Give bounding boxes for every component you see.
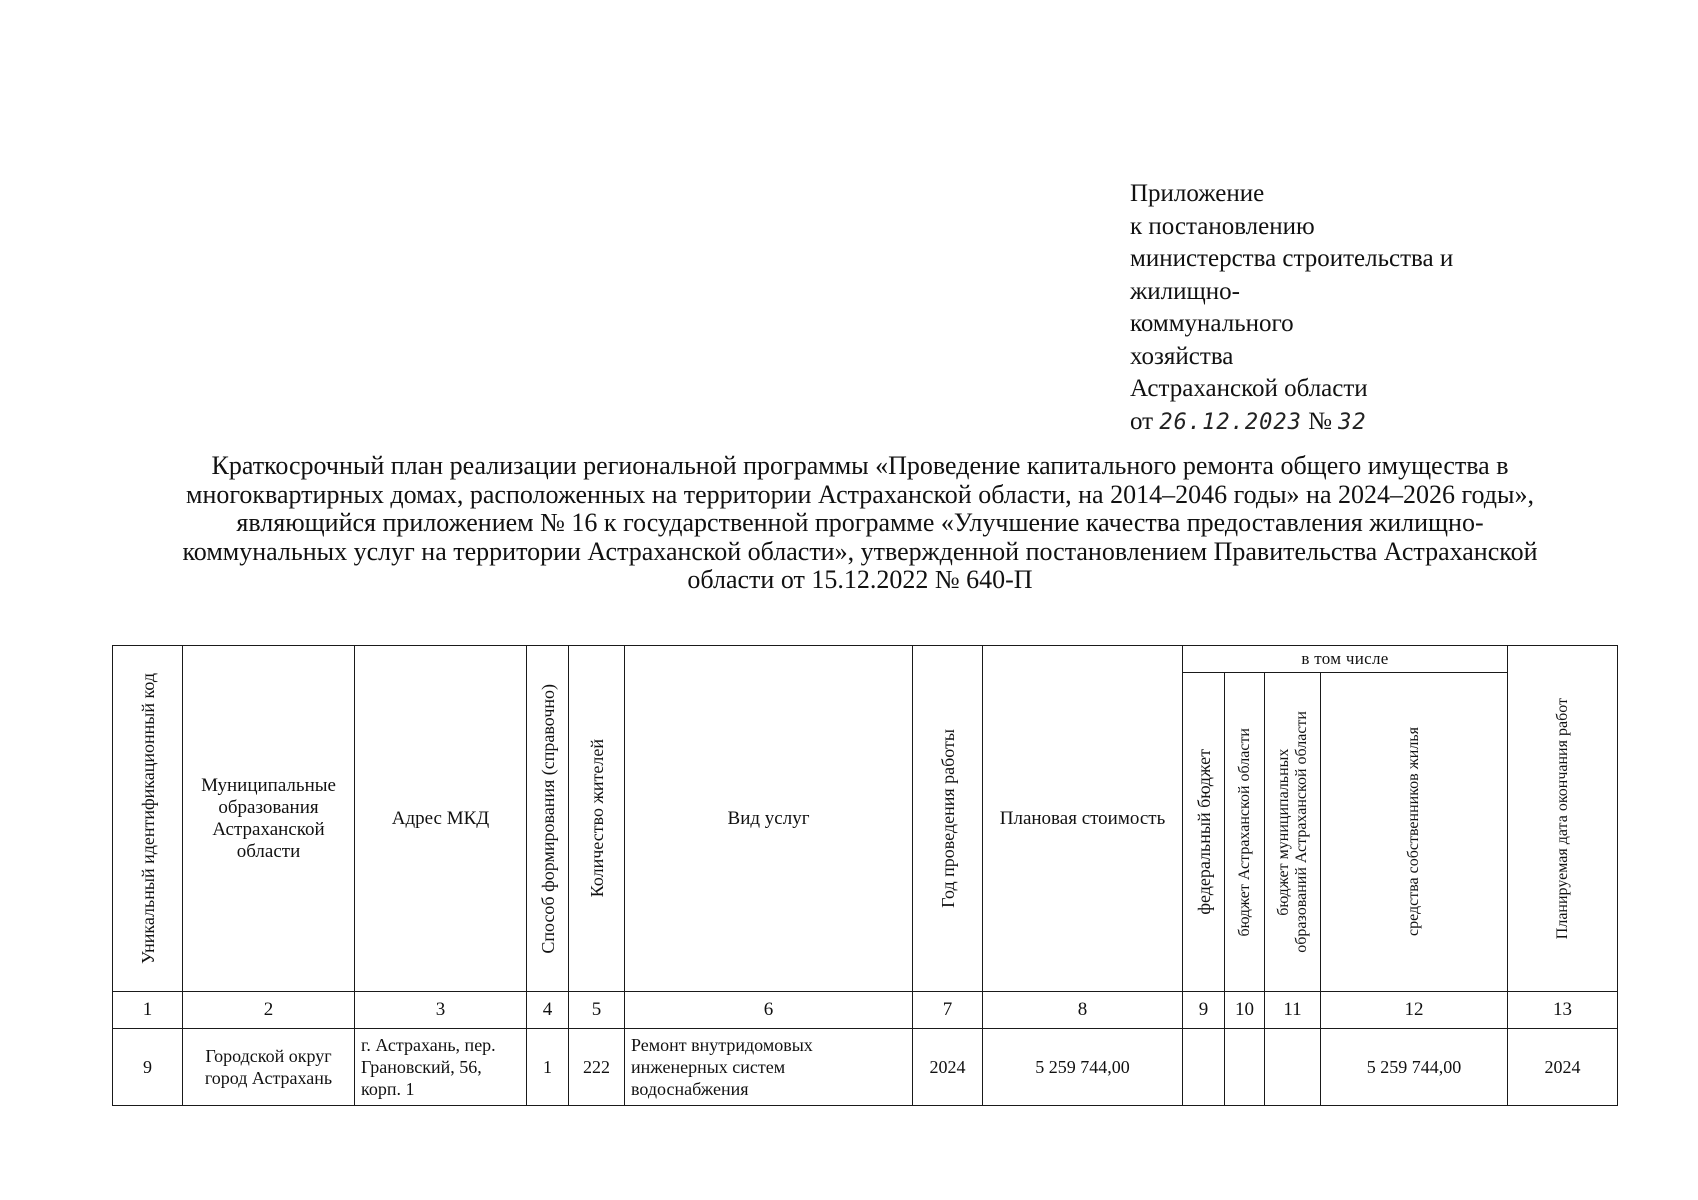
plan-table: [112, 645, 1618, 1106]
date-prefix: от: [1130, 407, 1154, 435]
header-including: в том числе: [1183, 646, 1508, 673]
title-line: многоквартирных домах, расположенных на территории Астраханской области, на 2014–2046 годы» на 2024–2026 годы»,: [186, 479, 1534, 509]
title-line: области от 15.12.2022 № 640-П: [687, 565, 1033, 594]
handwritten-number: 32: [1338, 409, 1367, 435]
column-number: 3: [355, 992, 527, 1029]
approval-line: Астраханской области: [1130, 375, 1368, 402]
header-planned-cost: Плановая стоимость: [983, 646, 1183, 992]
column-number: 1: [113, 992, 183, 1029]
title-line: коммунальных услуг на территории Астраханской области», утвержденной постановлением Правительства Астраханской: [182, 536, 1538, 566]
cell-service-type: Ремонт внутридомовых инженерных систем водоснабжения: [625, 1029, 913, 1106]
cell-work-year: 2024: [913, 1029, 983, 1106]
cell-address: г. Астрахань, пер. Грановский, 56, корп. 1: [355, 1029, 527, 1106]
header-regional-budget: бюджет Астраханской области: [1225, 673, 1265, 992]
column-number: 9: [1183, 992, 1225, 1029]
cell-formation-method: 1: [527, 1029, 569, 1106]
approval-block: [1130, 178, 1550, 439]
approval-line: хозяйства: [1130, 342, 1234, 370]
cell-planned-end-date: 2024: [1508, 1029, 1618, 1106]
header-row-top: [113, 646, 1618, 673]
header-work-year: Год проведения работы: [913, 646, 983, 992]
approval-line: жилищно-: [1130, 277, 1240, 305]
cell-residents: 222: [569, 1029, 625, 1106]
cell-planned-cost: 5 259 744,00: [983, 1029, 1183, 1106]
column-number: 7: [913, 992, 983, 1029]
header-owners-funds: средства собственников жилья: [1321, 673, 1508, 992]
handwritten-date: 26.12.2023: [1159, 409, 1302, 435]
header-service-type: Вид услуг: [625, 646, 913, 992]
column-number: 4: [527, 992, 569, 1029]
header-federal-budget: федеральный бюджет: [1183, 673, 1225, 992]
header-residents: Количество жителей: [569, 646, 625, 992]
column-number: 2: [183, 992, 355, 1029]
column-number: 13: [1508, 992, 1618, 1029]
column-numbers-row: [113, 992, 1618, 1029]
cell-municipality: Городской округ город Астрахань: [183, 1029, 355, 1106]
cell-municipal-budget: [1265, 1029, 1321, 1106]
header-formation-method: Способ формирования (справочно): [527, 646, 569, 992]
column-number: 10: [1225, 992, 1265, 1029]
header-planned-end-date: Планируемая дата окончания работ: [1508, 646, 1618, 992]
column-number: 6: [625, 992, 913, 1029]
header-uid-code: Уникальный идентификационный код: [113, 646, 183, 992]
header-address: Адрес МКД: [355, 646, 527, 992]
column-number: 5: [569, 992, 625, 1029]
approval-date-line: [1130, 406, 1550, 440]
header-municipality: Муниципальные образования Астраханской области: [183, 646, 355, 992]
approval-line: к постановлению: [1130, 212, 1315, 240]
title-line: являющийся приложением № 16 к государственной программе «Улучшение качества предоставления жилищно-: [236, 508, 1484, 537]
column-number: 11: [1265, 992, 1321, 1029]
approval-line: министерства строительства и: [1130, 245, 1454, 272]
approval-line: Приложение: [1130, 180, 1265, 207]
column-number: 8: [983, 992, 1183, 1029]
header-municipal-budget: бюджет муниципальных образований Астраханской области: [1265, 673, 1321, 992]
table-row: [113, 1029, 1618, 1106]
cell-federal-budget: [1183, 1029, 1225, 1106]
title-line: Краткосрочный план реализации региональной программы «Проведение капитального ремонта общего имущества в: [211, 451, 1509, 480]
approval-line: коммунального: [1130, 310, 1294, 337]
document-title: [110, 452, 1610, 595]
cell-owners-funds: 5 259 744,00: [1321, 1029, 1508, 1106]
number-prefix: №: [1308, 407, 1332, 435]
column-number: 12: [1321, 992, 1508, 1029]
cell-uid-code: 9: [113, 1029, 183, 1106]
cell-regional-budget: [1225, 1029, 1265, 1106]
